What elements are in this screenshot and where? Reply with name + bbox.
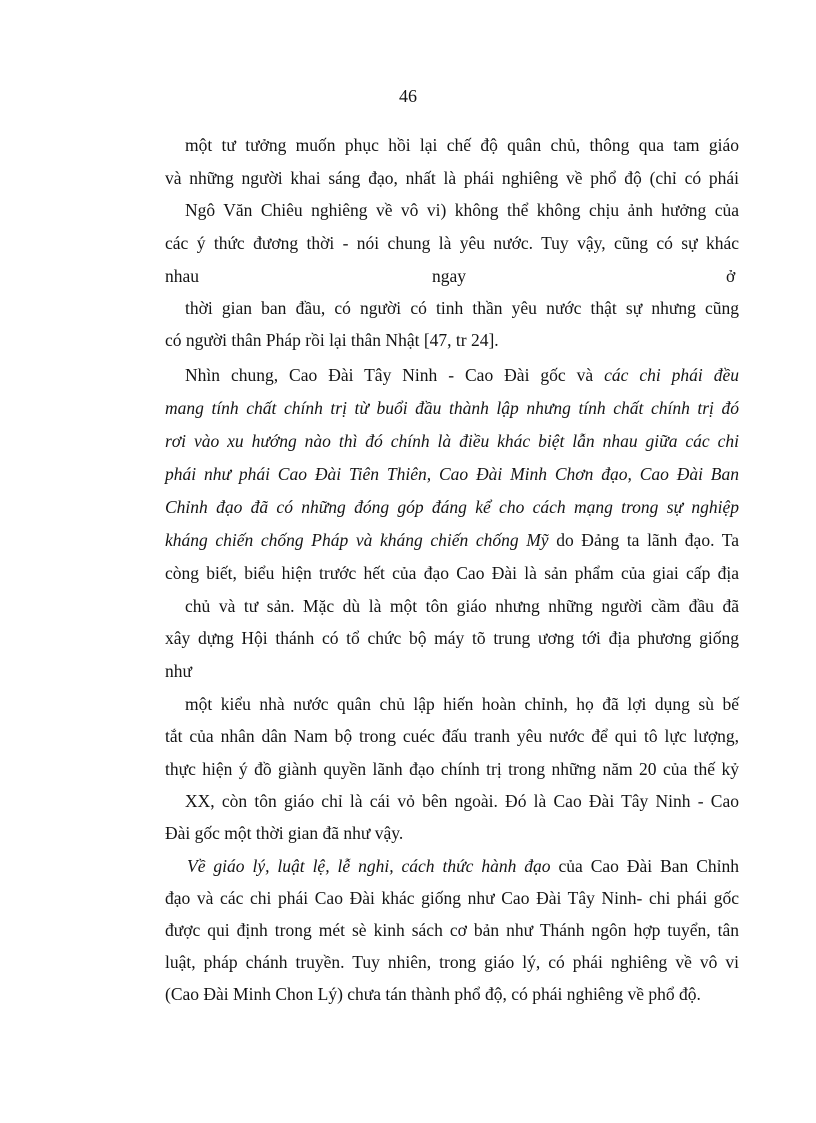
text-line: luật, pháp chánh truyền. Tuy nhiên, trong giáo lý, có phái nghiêng về vô vi	[165, 952, 739, 972]
text-line: chủ và tư sản. Mặc dù là một tôn giáo nhưng những người cầm đầu đã	[185, 596, 739, 616]
text-span: của Cao Đài Ban Chỉnh	[550, 856, 739, 876]
text-line: xây dựng Hội thánh có tổ chức bộ máy tõ trung ương tới địa phương giống	[165, 628, 739, 648]
text-span: do Đảng ta lãnh đạo. Ta	[548, 530, 739, 550]
text-line: (Cao Đài Minh Chon Lý) chưa tán thành phổ độ, có phái nghiêng về phổ độ.	[165, 984, 701, 1004]
italic-span: Về giáo lý, luật lệ, lễ nghi, cách thức hành đạo	[187, 856, 551, 876]
text-line: thực hiện ý đồ giành quyền lãnh đạo chính trị trong những năm 20 của thế kỷ	[165, 759, 739, 779]
text-line: nhau	[165, 266, 200, 286]
text-line: một tư tưởng muốn phục hồi lại chế độ quân chủ, thông qua tam giáo	[185, 135, 739, 155]
text-line	[165, 529, 739, 551]
text-line: ở	[726, 266, 736, 286]
text-line: có người thân Pháp rồi lại thân Nhật [47, tr 24].	[165, 330, 499, 350]
text-line	[185, 364, 739, 386]
italic-span: các chi phái đều	[604, 365, 740, 385]
text-line	[165, 496, 739, 518]
text-line: còng biết, biểu hiện trước hết của đạo Cao Đài là sản phẩm của giai cấp địa	[165, 563, 739, 583]
italic-span: Chỉnh đạo đã có những đóng góp đáng kể cho cách mạng trong sự nghiệp	[165, 497, 739, 517]
text-line: Đài gốc một thời gian đã như vậy.	[165, 823, 404, 843]
text-span: Nhìn chung, Cao Đài Tây Ninh - Cao Đài gốc và	[185, 365, 605, 385]
text-line: XX, còn tôn giáo chỉ là cái vỏ bên ngoài. Đó là Cao Đài Tây Ninh - Cao	[185, 791, 739, 811]
text-line: thời gian ban đầu, có người có tinh thần yêu nước thật sự nhưng cũng	[185, 298, 739, 318]
text-line: được qui định trong mét sè kinh sách cơ bản như Thánh ngôn hợp tuyển, tân	[165, 920, 739, 940]
text-line	[165, 397, 739, 419]
text-line: một kiểu nhà nước quân chủ lập hiến hoàn chỉnh, họ đã lợi dụng sù bế	[185, 694, 739, 714]
text-line: như	[165, 661, 192, 681]
text-line	[165, 463, 739, 485]
text-line: Ngô Văn Chiêu nghiêng về vô vi) không thể không chịu ảnh hưởng của	[185, 200, 739, 220]
text-line: các ý thức đương thời - nói chung là yêu nước. Tuy vậy, cũng có sự khác	[165, 233, 739, 253]
italic-span: phái như phái Cao Đài Tiên Thiên, Cao Đài Minh Chơn đạo, Cao Đài Ban	[165, 464, 739, 484]
text-line: ngay	[432, 266, 467, 286]
text-line	[165, 430, 739, 452]
text-line: và những người khai sáng đạo, nhất là phái nghiêng về phổ độ (chỉ có phái	[165, 168, 739, 188]
text-line: đạo và các chi phái Cao Đài khác giống như Cao Đài Tây Ninh- chi phái gốc	[165, 888, 739, 908]
italic-span: rơi vào xu hướng nào thì đó chính là điều khác biệt lẫn nhau giữa các chi	[165, 431, 739, 451]
text-line	[187, 855, 739, 877]
italic-span: kháng chiến chống Pháp và kháng chiến chống Mỹ	[165, 530, 549, 550]
text-line: tắt của nhân dân Nam bộ trong cuéc đấu tranh yêu nước để qui tô lực lượng,	[165, 726, 739, 746]
italic-span: mang tính chất chính trị từ buổi đầu thành lập nhưng tính chất chính trị đó	[165, 398, 739, 418]
page-number: 46	[399, 86, 417, 106]
